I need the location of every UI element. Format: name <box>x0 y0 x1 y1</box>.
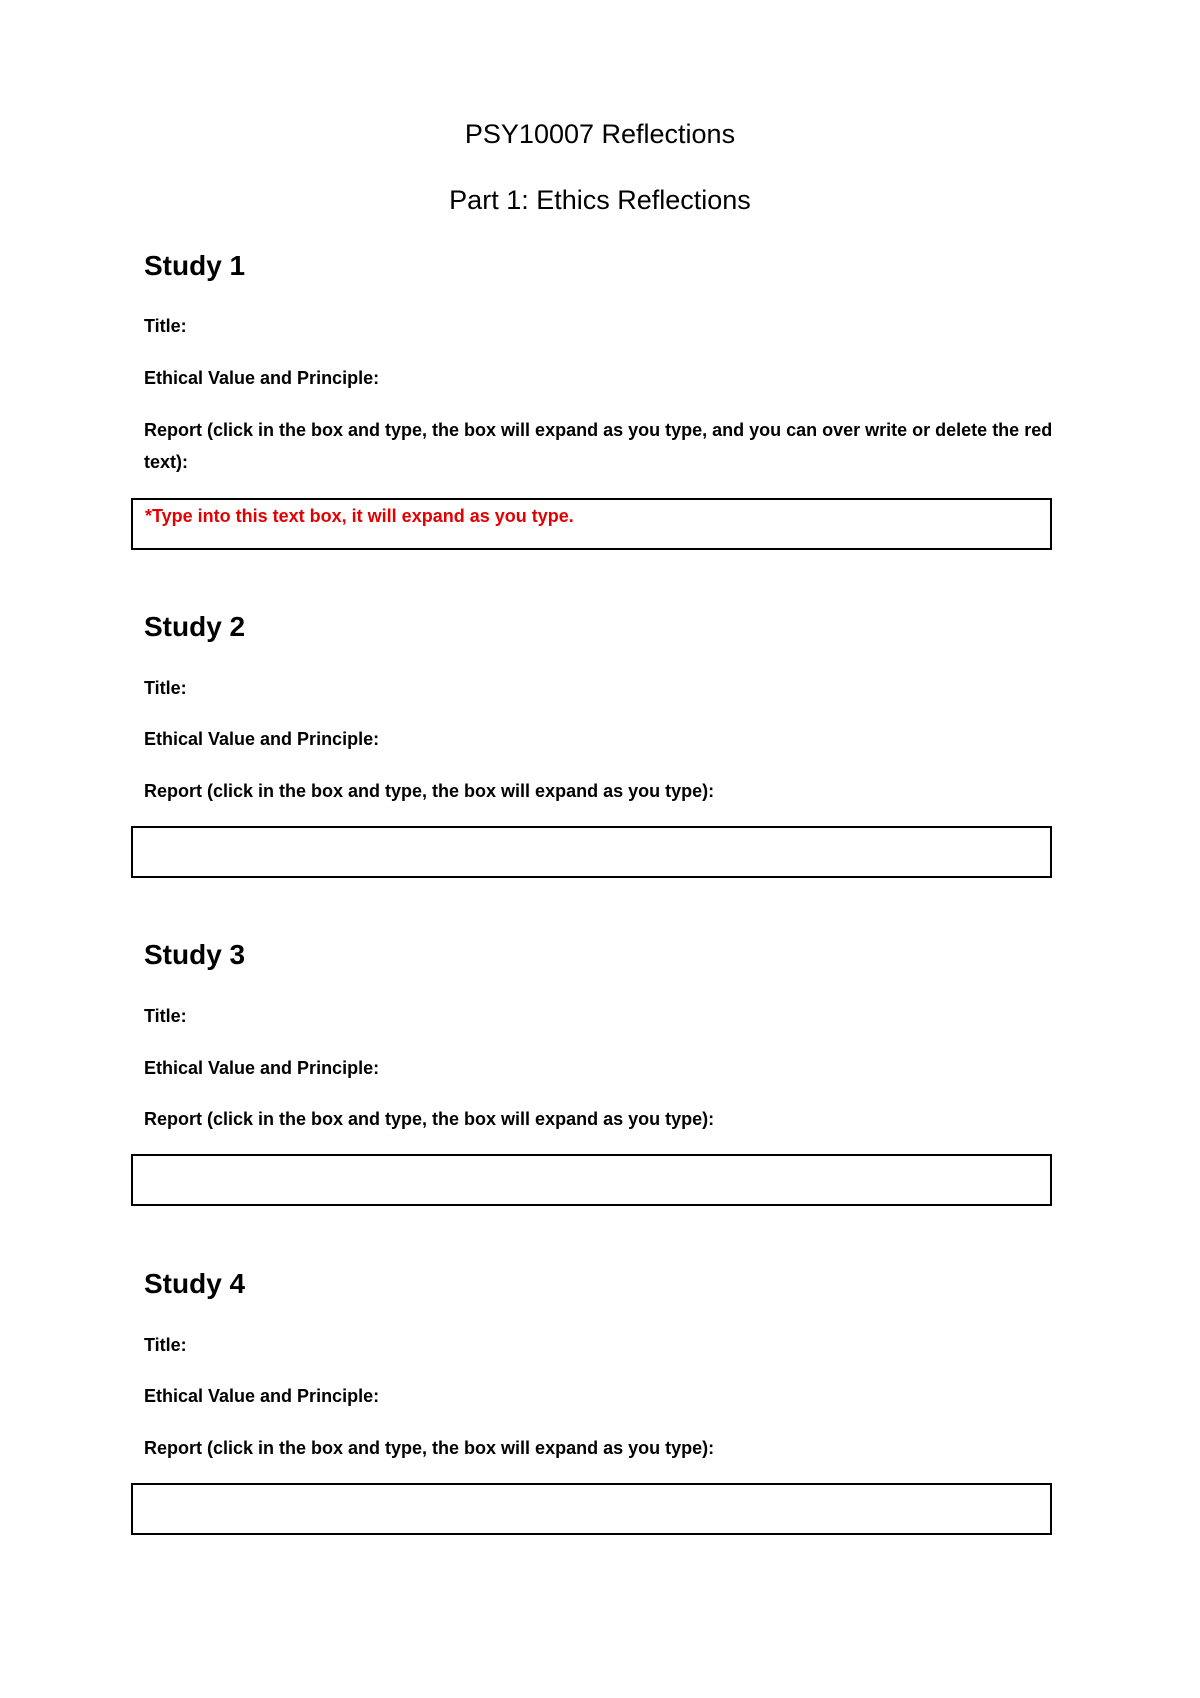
title-label: Title: <box>144 1335 187 1355</box>
report-text-box[interactable] <box>131 498 1052 550</box>
report-text-box[interactable] <box>131 826 1052 878</box>
study-heading: Study 2 <box>144 611 246 642</box>
report-text-box[interactable] <box>131 1483 1052 1535</box>
document-title: PSY10007 Reflections <box>464 119 736 149</box>
report-text-box[interactable] <box>131 1154 1052 1206</box>
report-label: Report (click in the box and type, the box will expand as you type): <box>144 781 715 801</box>
title-label: Title: <box>144 678 187 698</box>
ethical-value-label: Ethical Value and Principle: <box>144 368 380 388</box>
part-title: Part 1: Ethics Reflections <box>449 185 751 215</box>
study-heading: Study 3 <box>144 939 246 970</box>
ethical-value-label: Ethical Value and Principle: <box>144 1058 380 1078</box>
title-label: Title: <box>144 1006 187 1026</box>
report-label: Report (click in the box and type, the box will expand as you type): <box>144 1109 715 1129</box>
ethical-value-label: Ethical Value and Principle: <box>144 1386 380 1406</box>
report-box-hint: *Type into this text box, it will expand as you type. <box>145 506 574 526</box>
report-label: Report (click in the box and type, the box will expand as you type): <box>144 1438 715 1458</box>
report-label: Report (click in the box and type, the box will expand as you type, and you can over write or delete the red text): <box>144 420 1053 472</box>
study-heading: Study 1 <box>144 250 246 281</box>
study-heading: Study 4 <box>144 1268 246 1299</box>
ethical-value-label: Ethical Value and Principle: <box>144 729 380 749</box>
title-label: Title: <box>144 316 187 336</box>
